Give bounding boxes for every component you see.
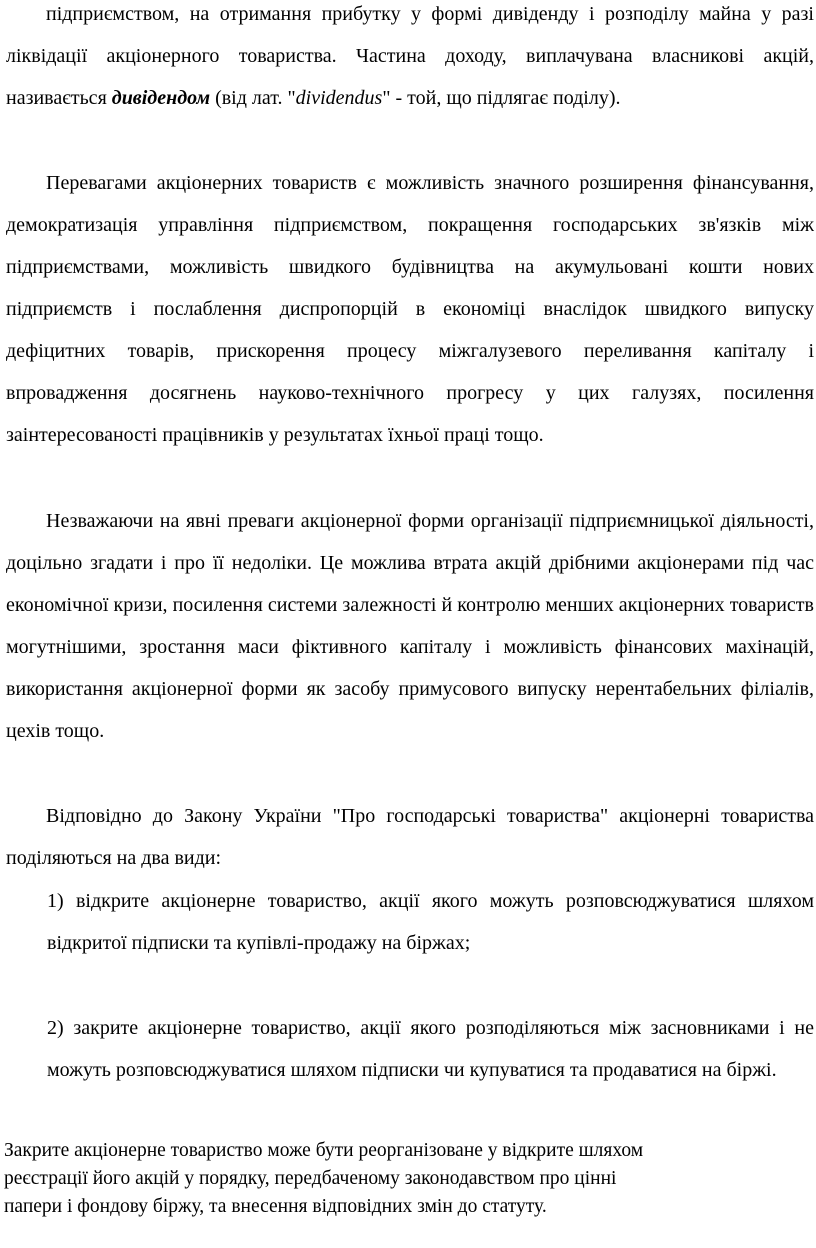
paragraph-dividend-definition — [6, 0, 814, 119]
paragraph-law-types: Відповідно до Закону України "Про господарські товариства" акціонерні товариства поділяються на два види: — [6, 805, 814, 869]
paragraph-text: " - той, що підлягає поділу). — [382, 87, 621, 109]
text-line: Закрите акціонерне товариство може бути реорганізоване у відкрите шляхом — [4, 1140, 644, 1161]
list-item-closed-company: 2) закрите акціонерне товариство, акції якого розподіляються між засновниками і не можуть розповсюджуватися шляхом підписки чи купуватися та продаватися на біржі. — [47, 1017, 814, 1081]
text-line: папери і фондову біржу, та внесення відповідних змін до статуту. — [4, 1196, 547, 1217]
paragraph-text: (від лат. " — [210, 87, 296, 109]
term-dividend: дивідендом — [111, 87, 211, 109]
latin-term: dividendus — [295, 87, 383, 109]
paragraph-reorganization — [4, 1137, 804, 1221]
paragraph-disadvantages: Незважаючи на явні преваги акціонерної форми організації підприємницької діяльності, доцільно згадати і про її недоліки. Це можлива втрата акцій дрібними акціонерами під час економічної кризи, посилення системи залежності й контролю менших акціонерних товариств могутнішими, зростання маси фіктивного капіталу і можливість фінансових махінацій, використання акціонерної форми як засобу примусового випуску нерентабельних філіалів, цехів тощо. — [6, 510, 814, 742]
text-line: реєстрації його акцій у порядку, передбаченому законодавством про цінні — [4, 1168, 617, 1189]
list-item-open-company: 1) відкрите акціонерне товариство, акції якого можуть розповсюджуватися шляхом відкритої підписки та купівлі-продажу на біржах; — [47, 890, 814, 954]
paragraph-text: підприємством, на отримання прибутку у формі дивіденду і розподілу майна у разі ліквідації акціонерного товариства. Частина доходу, виплачувана власникові акцій, називається — [6, 3, 814, 109]
paragraph-advantages: Перевагами акціонерних товариств є можливість значного розширення фінансування, демократизація управління підприємством, покращення господарських зв'язків між підприємствами, можливість швидкого будівництва на акумульовані кошти нових підприємств і послаблення диспропорцій в економіці внаслідок швидкого випуску дефіцитних товарів, прискорення процесу міжгалузевого переливання капіталу і впровадження досягнень науково-технічного прогресу у цих галузях, посилення заінтересованості працівників у результатах їхньої праці тощо. — [6, 172, 814, 446]
